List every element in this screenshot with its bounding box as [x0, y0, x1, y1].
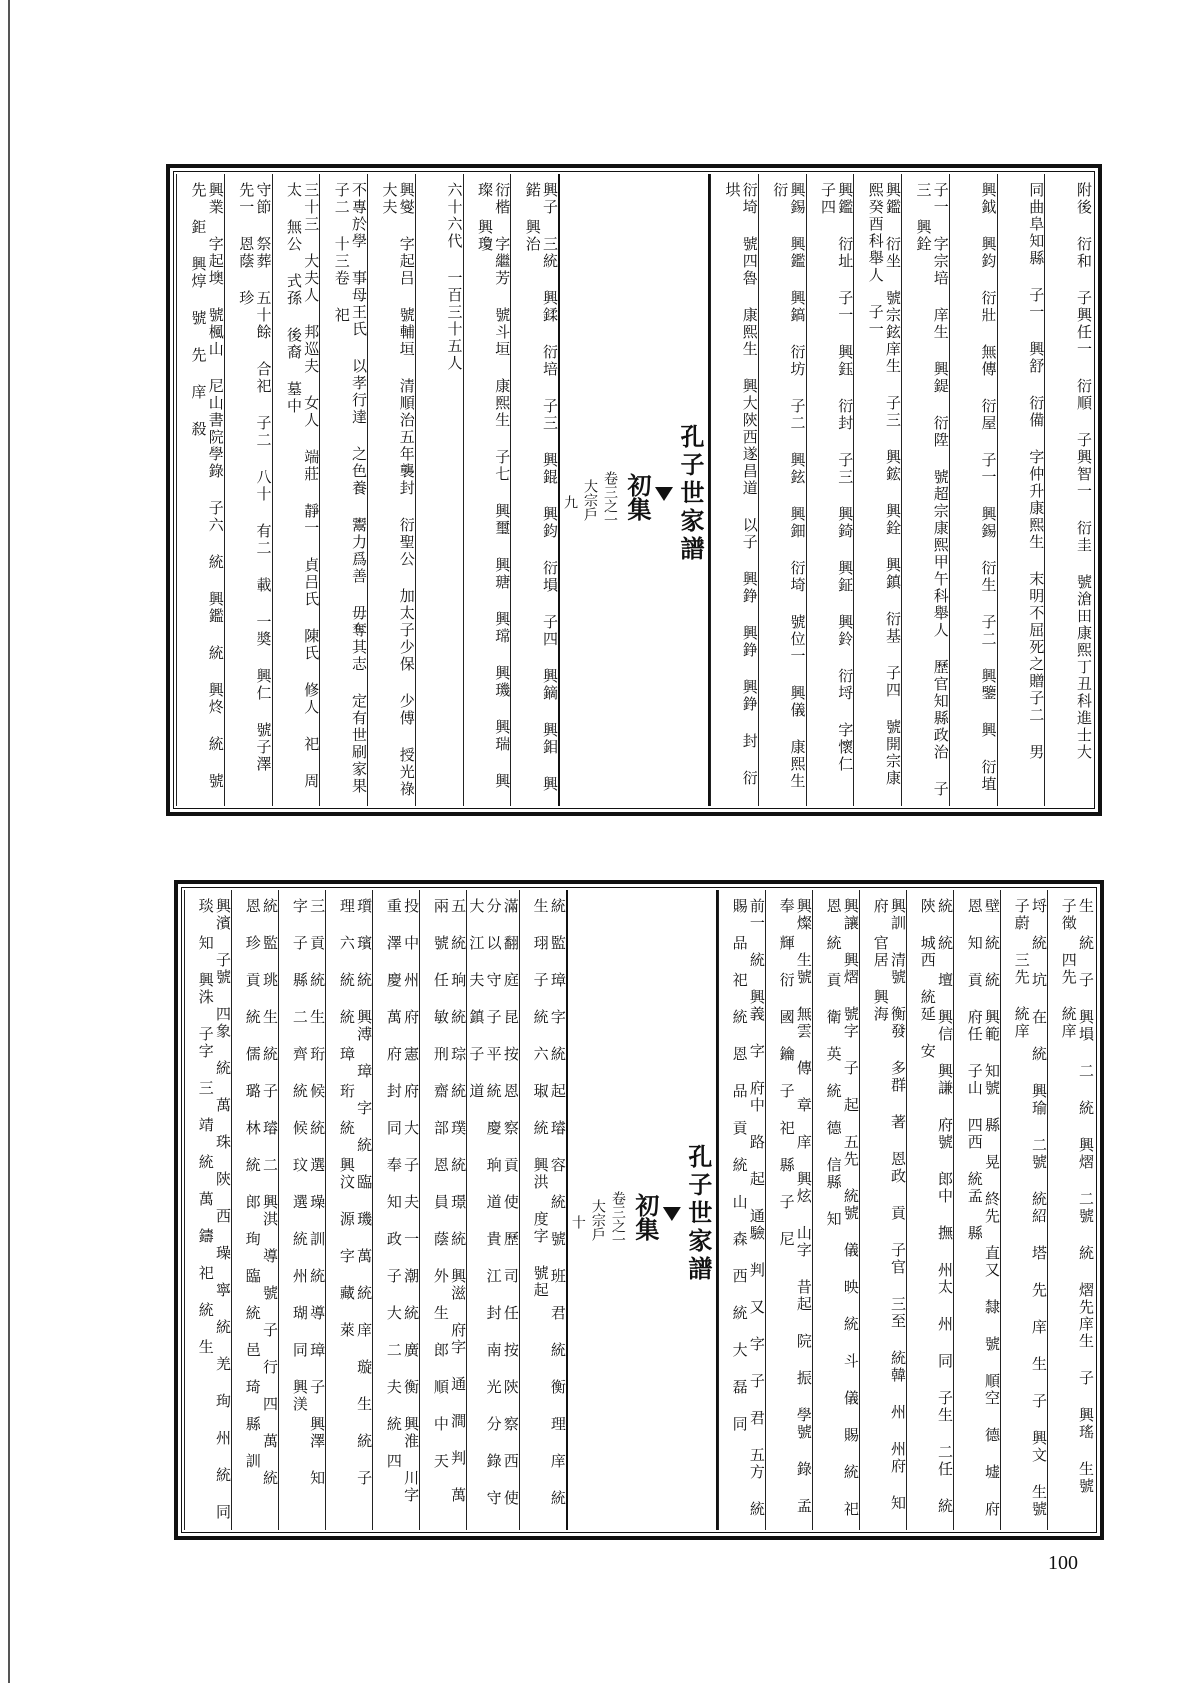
- upper-left-column-7: 守節 祭葬 五十餘 合祀 子二 八十 有二 載 一奬 興仁 號子澤 先一 恩蔭 珍: [224, 174, 272, 806]
- upper-left-column-2: 衍楷 字繼芳 號斗垣 康熙生 子七 興璽 興瑭 興瑺 興璣 興瑞 興璨 興瓊: [463, 174, 511, 806]
- book-title: 孔子世家譜: [683, 1144, 713, 1284]
- upper-genealogy-page: [166, 164, 1102, 816]
- book-title: 孔子世家譜: [676, 424, 705, 564]
- lower-left-column-7: 統 監 珧 生 統 子 璿 二 興淇 導 號 子 行 四 萬 統 恩 珍 貢 統 儒 璐 林 統 郎 珣 臨 統 邑 琦 縣 訓: [231, 890, 278, 1530]
- upper-left-column-5: 不專於學 事母王氏 以孝行達 之色養 鬻力爲善 毋奪其志 定有世刷家果 子二 十三卷 祀: [319, 174, 367, 806]
- upper-right-column-2: 同曲阜知縣 子一 興舒 衍備 字仲升康熙生 末明不屈死之贈子二 男: [997, 174, 1045, 806]
- fishtail-mark-icon: [663, 1207, 681, 1221]
- lineage-label: 大宗戶: [582, 479, 598, 521]
- upper-left-column-6: 三十三 大夫人 邦巡夫 女人 端莊 靜一 貞吕氏 陳氏 修人 祀 周太 無公 式孫 後裔 墓中: [272, 174, 320, 806]
- upper-left-column-4: 興燮 字起吕 號輔垣 清順治五年襲封 衍聖公 加太子少保 少傅 授光祿大夫: [367, 174, 415, 806]
- folio-number: 九: [562, 495, 578, 509]
- upper-right-column-6: 興鑑 衍址 子一 興鈺 衍封 子三 興錡 興鉦 興鈴 衍埒 字懷仁 子四: [806, 174, 854, 806]
- lower-right-column-7: 興燦 生號 無雲 傳 章 庠 興炫 山字 昔起 院 振 學號 錄 孟 奉 輝 衍 國 鑰 子 祀 縣 子 尼: [765, 890, 812, 1530]
- upper-right-column-4: 子一 字宗培 庠生 興鍉 衍陞 號超宗康熙甲午科舉人 歷官知縣政治 子三 興銓: [901, 174, 949, 806]
- collection-title: 初集: [630, 1193, 660, 1241]
- volume-label: 卷三之一: [602, 471, 618, 527]
- folio-number: 十: [569, 1215, 586, 1229]
- volume-label: 卷三之一: [609, 1191, 626, 1247]
- generation-heading: 六十六代 一百三十五人: [415, 174, 463, 806]
- lower-left-column-8: 興濱 子號 四象 統 萬 珠 陝 西 璪 寧 統 羌 珣 州 統 同 琰 知 興洙 子字 三 靖 統 萬 鑄 祀 統 生: [184, 890, 231, 1530]
- collection-title: 初集: [623, 473, 652, 521]
- lower-spine: [566, 890, 718, 1530]
- lineage-label: 大宗戶: [589, 1199, 606, 1241]
- lower-left-column-6: 三 貢 統 生 珩 候 統 選 璪 訓 統 導 璋 子 興澤 知 字 子 縣 二 齊 統 候 玟 選 統 州 瑚 同 興渼: [278, 890, 325, 1530]
- upper-right-column-8: 衍埼 號四魯 康熙生 興大陝西遂昌道 以子 興錚 興錚 興錚 封 衍垬: [710, 174, 758, 806]
- lower-columns: [184, 890, 1094, 1530]
- upper-right-column-7: 興錫 興鑑 興鎬 衍坊 子二 興鉉 興鈿 衍埼 號位一 興儀 康熙生 衍: [758, 174, 806, 806]
- lower-left-column-5: 瓆 璸 統 興溥 璋 字 統 臨 璣 萬 統 庠 璇 生 統 子 理 六 統 統 璋 珩 統 興汶 源 字 藏 萊: [325, 890, 372, 1530]
- fishtail-mark-icon: [655, 487, 673, 501]
- page-number: 100: [1048, 1552, 1078, 1574]
- upper-right-column-3: 興鉞 興鈞 衍壯 無傳 衍屋 子一 興錫 衍生 子二 興鑒 興 衍埴: [949, 174, 997, 806]
- upper-left-column-1: 興子 三統 興鍒 衍培 子三 興錕 興鈞 衍塤 子四 興鏑 興鉬 興鍩 興治: [510, 174, 558, 806]
- lower-right-column-3: 壁 統 統 興範 知號 縣 晃 終先 直又 隸 號 順空 德 墟 府 恩 知 貢 府任 子山 四西 統孟 縣: [953, 890, 1000, 1530]
- lower-left-column-4: 投 中 州 府 憲 府 大 子 夫 一 潮 統 廣 衡 興淮 川字 重 澤 慶 萬 府 封 同 奉 知 政 子 大 二 夫 統 四: [372, 890, 419, 1530]
- upper-left-column-8: 興業 字起墺 號楓山 尼山書院學錄 子六 統 興鑑 統 興炵 統 號 先 鉅 興焞 號 先 庠 殺: [176, 174, 224, 806]
- upper-right-column-1: 附後 衍和 子興任一 衍順 子興智一 衍圭 號滄田康熙丁丑科進士大: [1044, 174, 1092, 806]
- lower-right-column-6: 興讓 興熠 號字 子 起 五先 統號 儀 映 統 斗 儀 賜 統 祀 恩 統 貢 衛 英 統 德 信縣 知: [812, 890, 859, 1530]
- lower-left-column-2: 滿 翻 庭 昆 按 恩 察 貢 使 歷 司 任 按 陝 察 西 使 分 以 守 子 平 統 慶 珦 道 貴 江 封 南 光 分 錄 守 大 江 夫 鎮 子 道: [466, 890, 519, 1530]
- lower-left-column-3: 五 統 珦 統 琮 統 璞 統 璟 統 興滋 府字 通 澗 判 萬 兩 號 任 敏 刑 齋 部 恩 員 蔭 外 生 郎 順 中 天: [419, 890, 466, 1530]
- lower-right-column-8: 前一 統 興義 字 府中 路 起 通驗 判 又 字 子 君 五方 統 賜 品 祀 統 恩 品 貢 統 山 森 西 統 大 磊 同: [718, 890, 765, 1530]
- lower-genealogy-page: [174, 880, 1104, 1540]
- upper-right-column-5: 興鑑 衍坐 號宗鉉庠生 子三 興鋐 興銓 興鎮 衍基 子四 號開宗康熙癸酉科舉人 子一: [853, 174, 901, 806]
- lower-left-column-1: 統 監 璋 字 統 起 璿 容 統 號 班 君 統 衡 理 庠 統 生 珝 子 統 六 琡 統 興洪 度字 號起: [519, 890, 566, 1530]
- lower-right-column-5: 興訓 清號 衡發 多群 著 恩政 貢 子官 三至 統韓 州 州府 知府 官居 興海: [859, 890, 906, 1530]
- lower-right-column-4: 統 統 壇 興信 興謙 府號 郎中 撫 州太 州 同 子生 二任 統陝 城西 統延 安: [906, 890, 953, 1530]
- lower-right-column-1: 生 統 子 興塤 二 統 興熠 二號 統 熠先庠生 子 興瑤 生號 子徵 四先 統庠: [1047, 890, 1094, 1530]
- lower-right-column-2: 埒 統 坑 在 統 興瑜 二號 統紹 塔 先 庠 生 子 興文 生號 子蔚 三先 統庠: [1000, 890, 1047, 1530]
- upper-columns: [176, 174, 1092, 806]
- scan-margin-rule: [8, 0, 10, 1683]
- upper-spine: [558, 174, 710, 806]
